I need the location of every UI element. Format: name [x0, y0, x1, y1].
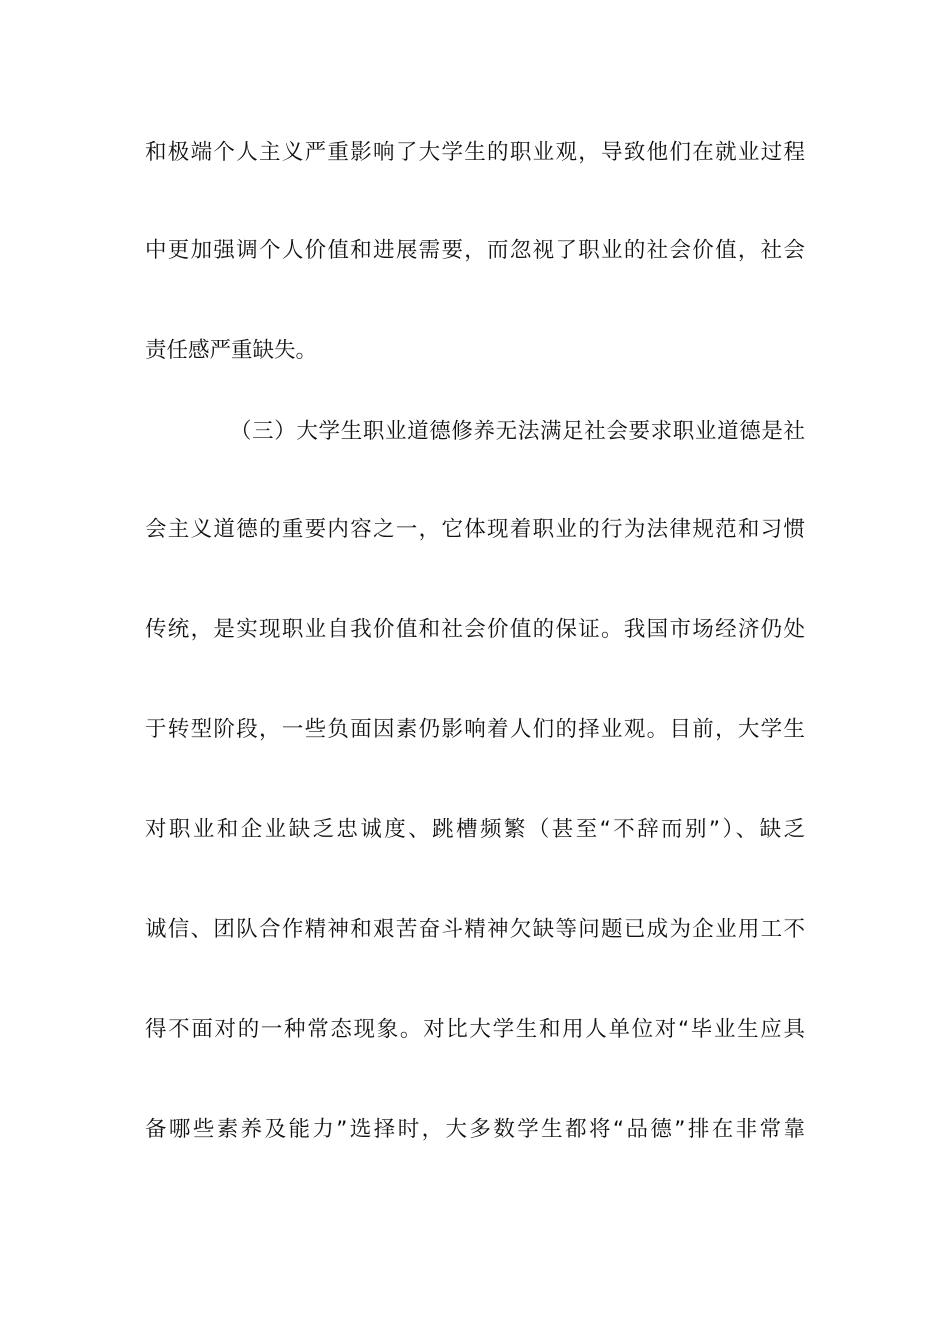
section-heading-line: （三）大学生职业道德修养无法满足社会要求职业道德是社: [230, 419, 805, 444]
paragraph-line-9: 诚信、团队合作精神和艰苦奋斗精神欠缺等问题已成为企业用工不: [145, 917, 805, 942]
paragraph-line-1: 和极端个人主义严重影响了大学生的职业观，导致他们在就业过程: [145, 140, 805, 165]
paragraph-line-6: 传统，是实现职业自我价值和社会价值的保证。我国市场经济仍处: [145, 617, 805, 642]
paragraph-line-5: 会主义道德的重要内容之一，它体现着职业的行为法律规范和习惯: [145, 517, 805, 542]
paragraph-line-7: 于转型阶段，一些负面因素仍影响着人们的择业观。目前，大学生: [145, 717, 805, 742]
paragraph-line-8: 对职业和企业缺乏忠诚度、跳槽频繁（甚至“不辞而别”）、缺乏: [145, 817, 805, 842]
paragraph-line-10: 得不面对的一种常态现象。对比大学生和用人单位对“毕业生应具: [145, 1017, 805, 1042]
paragraph-line-2: 中更加强调个人价值和进展需要，而忽视了职业的社会价值，社会: [145, 238, 805, 263]
paragraph-line-11: 备哪些素养及能力”选择时，大多数学生都将“品德”排在非常靠: [145, 1117, 805, 1142]
paragraph-line-3: 责任感严重缺失。: [145, 338, 318, 363]
